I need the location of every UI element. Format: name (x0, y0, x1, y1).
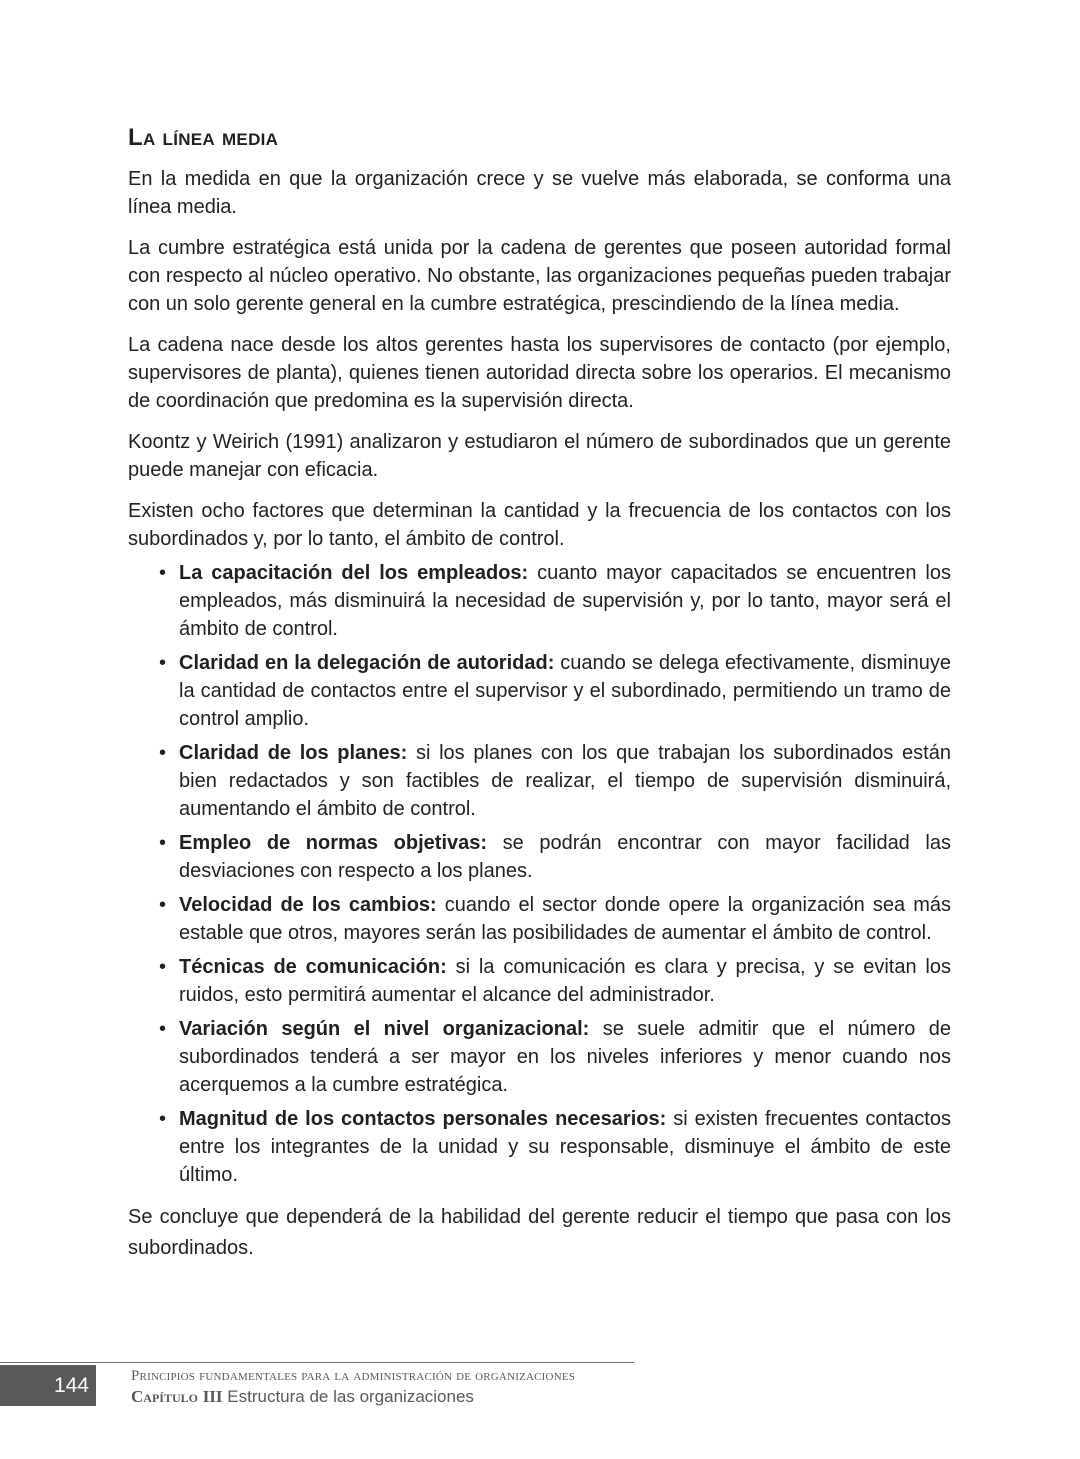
bullet-icon: • (159, 1018, 167, 1040)
factor-term: Empleo de normas objetivas: (179, 832, 488, 854)
paragraph-intro: En la medida en que la organización crece y se vuelve más elaborada, se conforma una línea media. (128, 168, 951, 218)
page-content (128, 124, 951, 1264)
chapter-line (131, 1386, 575, 1407)
page-number: 144 (0, 1365, 96, 1406)
factor-text: cuando el sector donde opere la organización sea más estable que otros, mayores serán las posibilidades de aumentar el ámbito de control. (179, 894, 951, 944)
list-item (128, 559, 951, 643)
factor-text: cuanto mayor capacitados se encuentren los empleados, más disminuirá la necesidad de supervisión y, por lo tanto, mayor será el ámbito de control. (179, 562, 951, 640)
factor-term: Claridad en la delegación de autoridad: (179, 652, 555, 674)
paragraph-cadena: La cadena nace desde los altos gerentes hasta los supervisores de contacto (por ejemplo, supervisores de planta), quienes tienen autoridad directa sobre los operarios. El mecanismo de coordinación que predomina es la supervisión directa. (128, 334, 951, 412)
factor-text: se suele admitir que el número de subordinados tenderá a ser mayor en los niveles inferiores y menor cuando nos acerquemos a la cumbre estratégica. (179, 1018, 951, 1096)
bullet-icon: • (159, 956, 167, 978)
factor-term: Variación según el nivel organizacional: (179, 1018, 590, 1040)
factor-text: si la comunicación es clara y precisa, y se evitan los ruidos, esto permitirá aumentar el alcance del administrador. (179, 956, 951, 1006)
factor-term: Magnitud de los contactos personales necesarios: (179, 1108, 667, 1130)
list-item (128, 953, 951, 1009)
chapter-number: III (202, 1387, 223, 1406)
chapter-label: Capítulo (131, 1387, 198, 1406)
book-title: Principios fundamentales para la administración de organizaciones (131, 1368, 576, 1384)
factor-term: Velocidad de los cambios: (179, 894, 437, 916)
factor-term: Técnicas de comunicación: (179, 956, 447, 978)
paragraph-cumbre: La cumbre estratégica está unida por la cadena de gerentes que poseen autoridad formal con respecto al núcleo operativo. No obstante, las organizaciones pequeñas pueden trabajar con un solo gerente general en la cumbre estratégica, prescindiendo de la línea media. (128, 237, 951, 315)
footer-divider (0, 1362, 634, 1363)
paragraph-factores: Existen ocho factores que determinan la cantidad y la frecuencia de los contactos con los subordinados y, por lo tanto, el ámbito de control. (128, 500, 951, 550)
bullet-icon: • (159, 1108, 167, 1130)
factor-text: se podrán encontrar con mayor facilidad las desviaciones con respecto a los planes. (179, 832, 951, 882)
paragraph-koontz: Koontz y Weirich (1991) analizaron y estudiaron el número de subordinados que un gerente puede manejar con eficacia. (128, 431, 951, 481)
factor-term: Claridad de los planes: (179, 742, 408, 764)
bullet-icon: • (159, 894, 167, 916)
running-footer (131, 1367, 575, 1407)
section-title: La línea media (128, 124, 279, 151)
bullet-icon: • (159, 832, 167, 854)
chapter-title: Estructura de las organizaciones (227, 1387, 474, 1406)
list-item (128, 739, 951, 823)
factors-list (128, 559, 951, 1189)
factor-text: si los planes con los que trabajan los subordinados están bien redactados y son factibles de realizar, el tiempo de supervisión disminuirá, aumentando el ámbito de control. (179, 742, 951, 820)
paragraph-conclusion: Se concluye que dependerá de la habilidad del gerente reducir el tiempo que pasa con los subordinados. (128, 1206, 951, 1259)
bullet-icon: • (159, 652, 167, 674)
list-item (128, 829, 951, 885)
factor-term: La capacitación del los empleados: (179, 562, 529, 584)
list-item (128, 1105, 951, 1189)
factor-text: si existen frecuentes contactos entre los integrantes de la unidad y su responsable, disminuye el ámbito de este último. (179, 1108, 951, 1186)
list-item (128, 891, 951, 947)
bullet-icon: • (159, 742, 167, 764)
list-item (128, 649, 951, 733)
bullet-icon: • (159, 562, 167, 584)
list-item (128, 1015, 951, 1099)
factor-text: cuando se delega efectivamente, disminuye la cantidad de contactos entre el supervisor y el subordinado, permitiendo un tramo de control amplio. (179, 652, 951, 730)
